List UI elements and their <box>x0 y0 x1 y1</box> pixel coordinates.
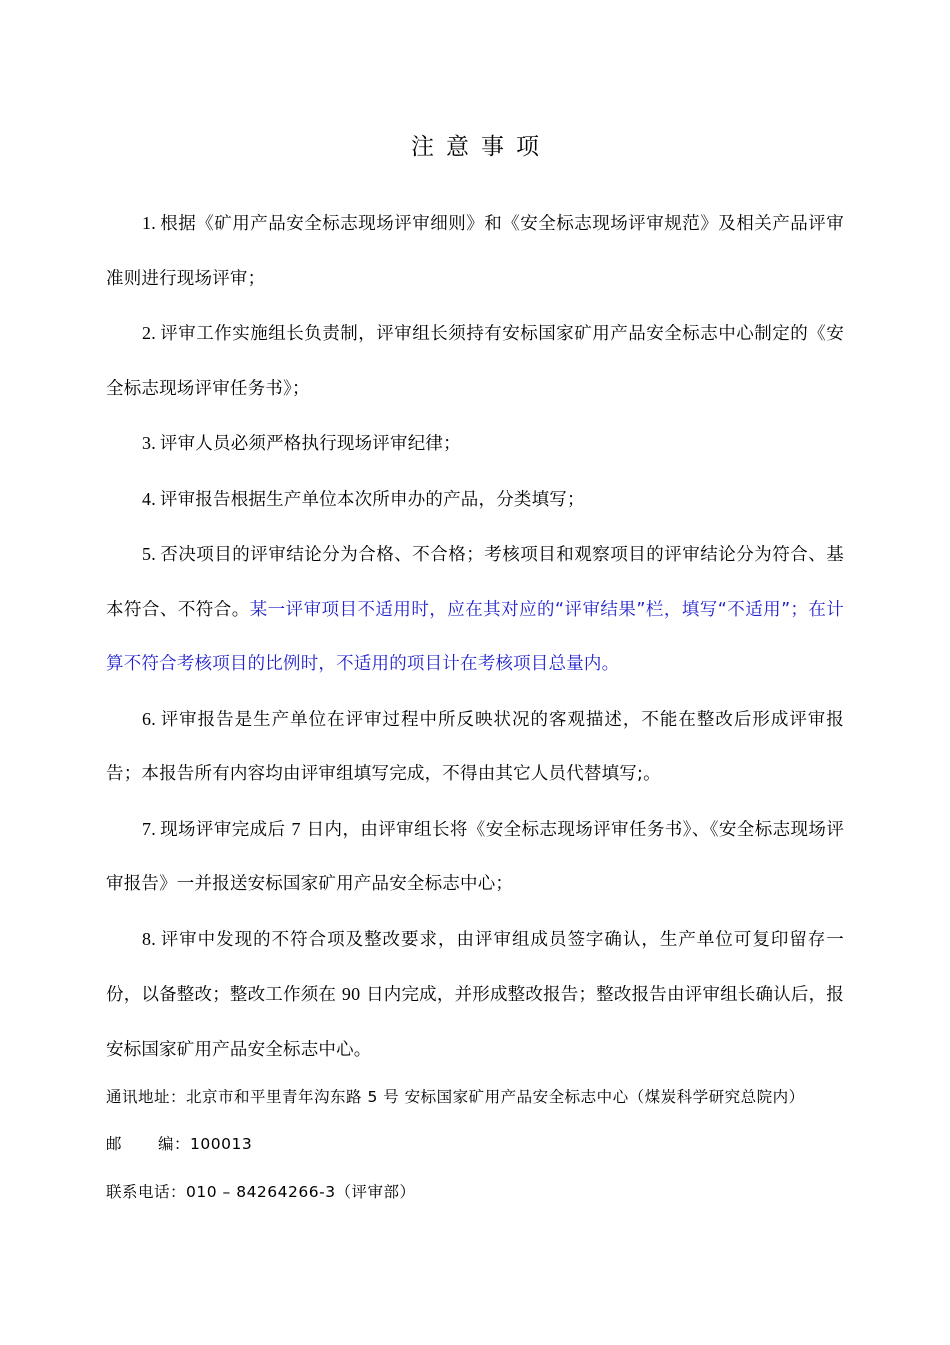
item-text: 评审人员必须严格执行现场评审纪律； <box>159 434 461 454</box>
postcode-value: 100013 <box>190 1135 253 1153</box>
address-value: 北京市和平里青年沟东路 5 号 安标国家矿用产品安全标志中心（煤炭科学研究总院内） <box>186 1088 805 1106</box>
notice-item-7 <box>106 802 844 912</box>
notice-item-3 <box>106 416 844 472</box>
notice-item-2 <box>106 306 844 416</box>
notice-list <box>106 196 844 1077</box>
item-text: 日内完成，并形成整改报告；整改报告由评审组长确认后，报安标国家矿用产品安全标志中心。 <box>106 985 844 1060</box>
postcode-label: 邮 编 <box>106 1135 174 1153</box>
item-days: 90 <box>341 984 361 1004</box>
item-days: 7 <box>291 818 301 839</box>
phone-label: 联系电话： <box>106 1183 187 1201</box>
item-number: 4. <box>142 488 156 509</box>
item-number: 8. <box>142 928 156 949</box>
item-text: 评审报告根据生产单位本次所申办的产品，分类填写； <box>159 489 585 510</box>
item-text: 根据《矿用产品安全标志现场评审细则》和《安全标志现场评审规范》及相关产品评审准则进行现场评审； <box>106 214 844 289</box>
contact-postcode <box>106 1132 886 1156</box>
notice-item-4 <box>106 472 844 528</box>
postcode-colon: ： <box>174 1135 191 1153</box>
item-text: 现场评审完成后 <box>159 819 286 840</box>
item-number: 7. <box>142 818 156 839</box>
page-title: 注意事项 <box>411 134 551 160</box>
item-text: 日内，由评审组长将《安全标志现场评审任务书》、《安全标志现场评审报告》一并报送安标国家矿用产品安全标志中心； <box>106 819 845 894</box>
notice-item-1 <box>106 196 844 306</box>
item-text: 评审报告是生产单位在评审过程中所反映状况的客观描述，不能在整改后形成评审报告；本报告所有内容均由评审组填写完成，不得由其它人员代替填写;。 <box>106 709 844 784</box>
notice-item-5 <box>106 527 844 692</box>
item-text: 否决项目的评审结论分为合格、不合格；考核项目和观察项目的评审结论分为符合、基本符合、不符合。 <box>106 545 844 620</box>
contact-phone <box>106 1180 886 1204</box>
item-number: 2. <box>142 323 156 343</box>
item-number: 5. <box>142 544 156 564</box>
item-highlight-text: 某一评审项目不适用时，应在其对应的“评审结果”栏，填写“不适用”；在计算不符合考核项目的比例时，不适用的项目计在考核项目总量内。 <box>106 599 845 674</box>
item-number: 1. <box>142 213 156 233</box>
contact-address <box>106 1085 886 1109</box>
phone-value: 010 – 84264266-3（评审部） <box>186 1183 416 1201</box>
notice-item-8 <box>106 912 844 1078</box>
item-number: 3. <box>142 433 156 453</box>
item-text: 评审中发现的不符合项及整改要求，由评审组成员签字确认，生产单位可复印留存一份，以备整改；整改工作须在 <box>106 929 844 1005</box>
item-number: 6. <box>142 708 156 729</box>
notice-item-6 <box>106 692 844 802</box>
address-label: 通讯地址： <box>106 1088 187 1106</box>
item-text: 评审工作实施组长负责制，评审组长须持有安标国家矿用产品安全标志中心制定的《安全标志现场评审任务书》； <box>106 324 844 399</box>
